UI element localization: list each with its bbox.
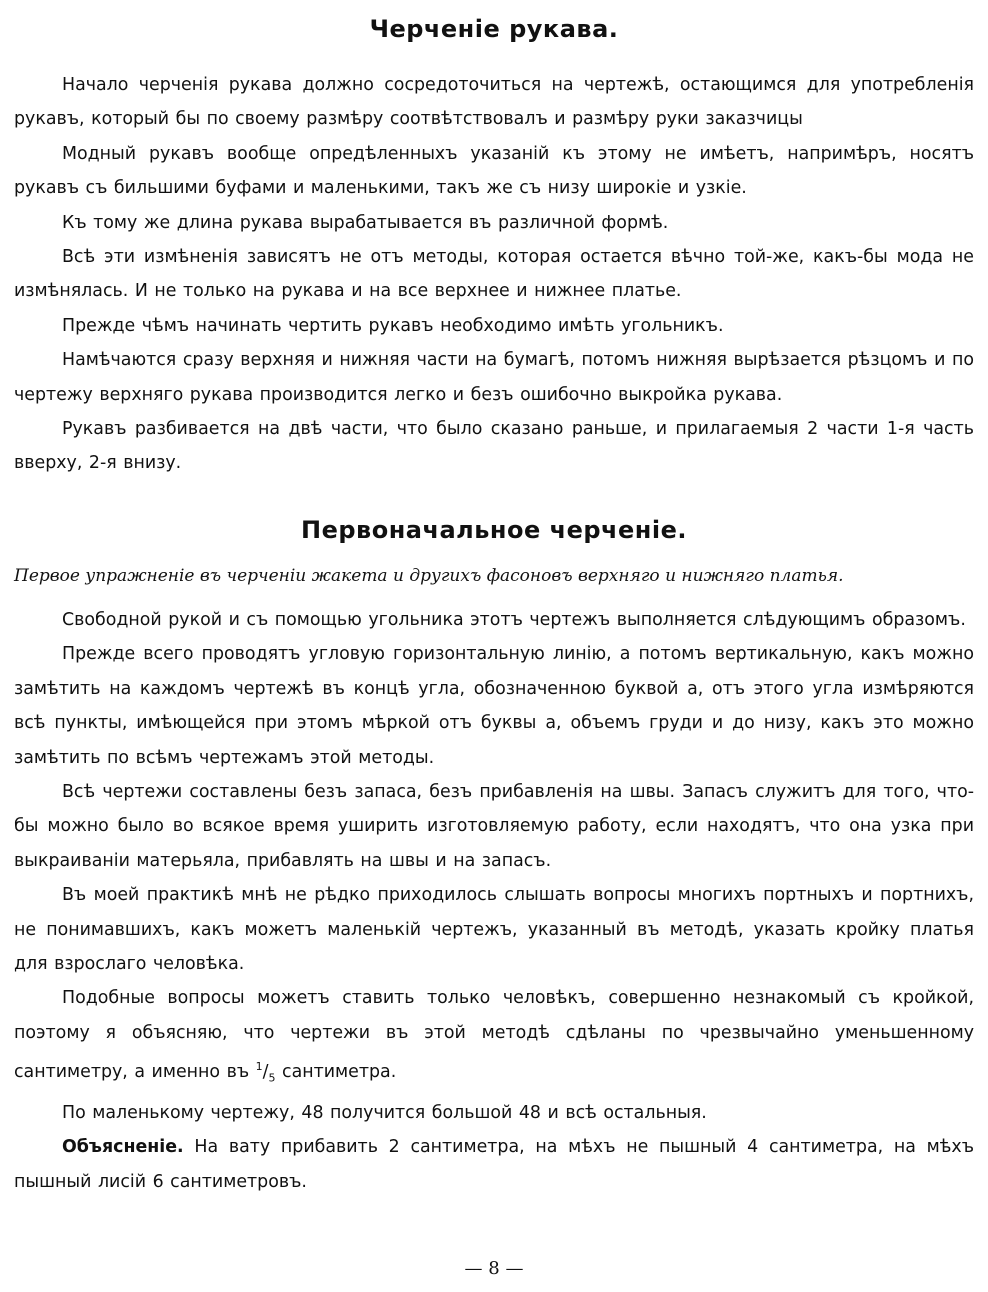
fraction-denominator: 5: [268, 1071, 276, 1085]
paragraph: Всѣ эти измѣненія зависятъ не отъ методы, которая остается вѣчно той-же, какъ-бы мода не измѣнялась. И не только на рукава и на все верхнее и нижнее платье.: [14, 247, 974, 302]
fraction-numerator: 1: [255, 1060, 263, 1074]
paragraph: Прежде всего проводятъ угловую горизонтальную линію, а потомъ вертикальную, какъ можно замѣтить на каждомъ чертежѣ въ концѣ угла, обозначенною буквой а, отъ этого угла измѣряются всѣ пункты, имѣющейся при этомъ мѣркой отъ буквы а, объемъ груди и до низу, какъ это можно замѣтить по всѣмъ чертежамъ этой методы.: [14, 644, 974, 768]
explanation-label: Объясненіе.: [62, 1137, 184, 1158]
explanation-paragraph: [14, 1130, 974, 1199]
paragraph: Намѣчаются сразу верхняя и нижняя части на бумагѣ, потомъ нижняя вырѣзается рѣзцомъ и по чертежу верхняго рукава производится легко и безъ ошибочно выкройка рукава.: [14, 350, 974, 405]
section-title-initial-drafting: Первоначальное черченіе.: [300, 515, 687, 544]
fraction: $^1/_5$: [255, 1060, 276, 1085]
paragraph-text: Подобные вопросы можетъ ставить только человѣкъ, совершенно незнакомый съ кройкой, поэтому я объясняю, что чертежи въ этой методѣ сдѣланы по чрезвычайно уменьшенному сантиметру, а именно въ: [14, 988, 974, 1082]
paragraph: Прежде чѣмъ начинать чертить рукавъ необходимо имѣть угольникъ.: [62, 315, 724, 336]
section-title-sleeve: Черченіе рукава.: [369, 15, 619, 43]
paragraph-with-fraction: [14, 981, 974, 1095]
paragraph: Модный рукавъ вообще опредѣленныхъ указаній къ этому не имѣетъ, напримѣръ, носятъ рукавъ съ бильшими буфами и маленькими, такъ же съ низу широкіе и узкіе.: [14, 143, 974, 199]
paragraph: Въ моей практикѣ мнѣ не рѣдко приходилось слышать вопросы многихъ портныхъ и портнихъ, не понимавшихъ, какъ можетъ маленькій чертежъ, указанный въ методѣ, указать кройку платья для взрослаго человѣка.: [14, 885, 974, 974]
paragraph: Всѣ чертежи составлены безъ запаса, безъ прибавленія на швы. Запасъ служитъ для того, что-бы можно было во всякое время уширить изготовляемую работу, если находятъ, что она узка при выкраиваніи матерьяла, прибавлять на швы и на запасъ.: [14, 781, 974, 871]
paragraph: Начало черченія рукава должно сосредоточиться на чертежѣ, остающимся для употребленія рукавъ, который бы по своему размѣру соотвѣтствовалъ и размѣру руки заказчицы: [14, 75, 974, 130]
paragraph: Свободной рукой и съ помощью угольника этотъ чертежъ выполняется слѣдующимъ образомъ.: [62, 609, 966, 630]
paragraph-text-end: сантиметра.: [282, 1061, 397, 1082]
paragraph: По маленькому чертежу, 48 получится большой 48 и всѣ остальныя.: [62, 1102, 707, 1123]
page-number: — 8 —: [464, 1258, 524, 1279]
paragraph: Рукавъ разбивается на двѣ части, что было сказано раньше, и прилагаемыя 2 части 1-я часть вверху, 2-я внизу.: [14, 419, 974, 474]
section-subtitle: Первое упражненіе въ черченіи жакета и другихъ фасоновъ верхняго и нижняго платья.: [14, 565, 844, 586]
explanation-text: На вату прибавить 2 сантиметра, на мѣхъ не пышный 4 сантиметра, на мѣхъ пышный лисій 6 сантиметровъ.: [14, 1137, 975, 1192]
paragraph: Къ тому же длина рукава вырабатывается въ различной формѣ.: [62, 212, 669, 233]
